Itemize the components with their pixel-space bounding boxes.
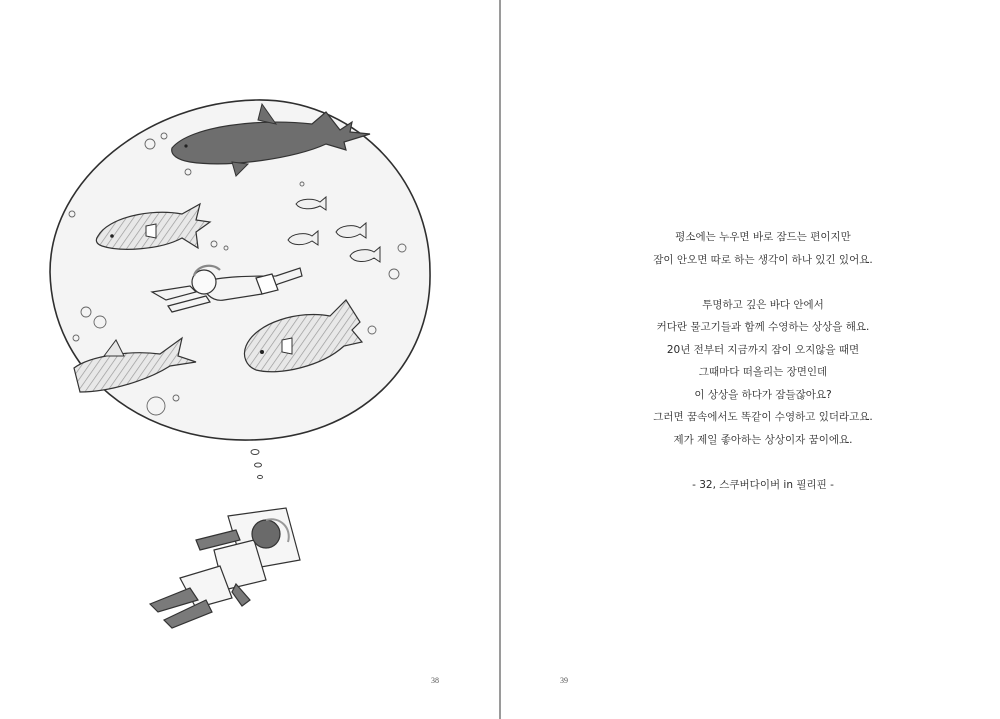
- author-signature: - 32, 스쿠버다이버 in 필리핀 -: [692, 478, 834, 491]
- text-line: 20년 전부터 지금까지 잠이 오지않을 때면: [666, 343, 860, 356]
- text-line: 그러면 꿈속에서도 똑같이 수영하고 있더라고요.: [653, 411, 873, 423]
- sleeping-person: [150, 508, 300, 628]
- thought-trail: [251, 450, 263, 479]
- text-line: 제가 제일 좋아하는 상상이자 꿈이에요.: [673, 433, 853, 446]
- right-page: [501, 0, 1000, 719]
- text-line: 이 상상을 하다가 잠들잖아요?: [694, 388, 832, 401]
- story-text: [603, 226, 923, 496]
- left-page-number: 38: [431, 676, 439, 685]
- text-line: 커다란 물고기들과 함께 수영하는 상상을 해요.: [656, 321, 870, 333]
- text-line: 그때마다 떠올리는 장면인데: [698, 366, 828, 378]
- dream-illustration: [0, 0, 499, 719]
- text-line: 투명하고 깊은 바다 안에서: [702, 298, 824, 311]
- left-page: [0, 0, 499, 719]
- text-line: 잠이 안오면 따로 하는 생각이 하나 있긴 있어요.: [653, 253, 873, 266]
- text-line: 평소에는 누우면 바로 잠드는 편이지만: [675, 231, 851, 243]
- right-page-number: 39: [560, 676, 568, 685]
